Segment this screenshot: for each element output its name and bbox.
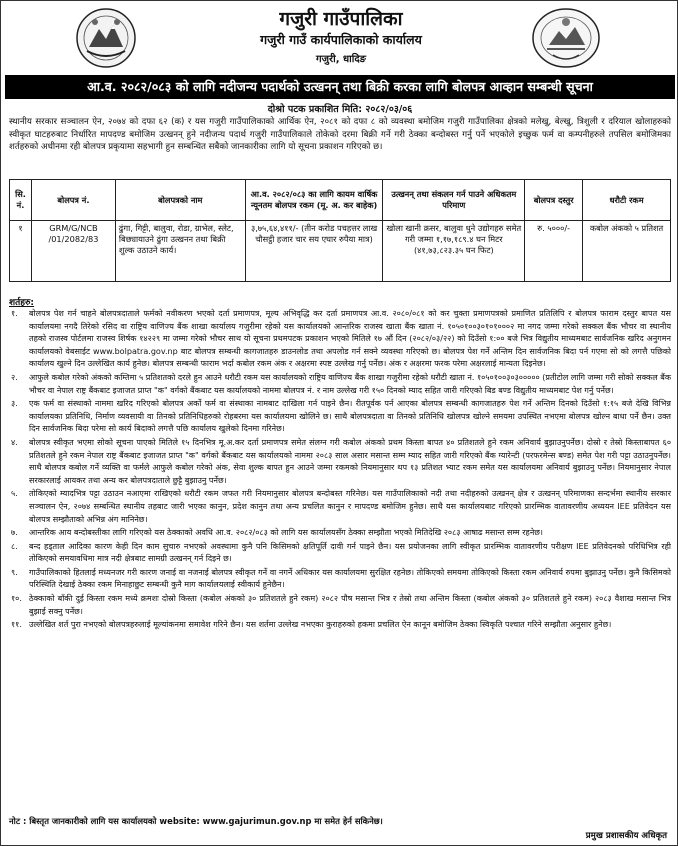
table-row [10, 221, 671, 282]
publication-date: दोश्रो पटक प्रकाशित मिति: २०८२/०३/०६ [267, 104, 413, 115]
header [1, 1, 678, 75]
table-header-row [10, 180, 671, 221]
col-header-min-amount: आ.व. २०८२/०८३ का लागि कायम वार्षिक न्यूनतम बोलपत्र रकम (मू. अ. कर बाहेक) [245, 180, 383, 221]
condition-text: गाउँपालिकाको हितलाई मध्यनजर गरी कारण जनाई वा नजनाई बोलपत्र स्वीकृत गर्ने वा नगर्ने अधिकार यस कार्यालयमा सुरक्षित रहनेछ। तोकिएको समयमा तोकिएको किस्ता रकम अनिवार्य रुपमा बुझाउनु पर्नेछ। कुनै किसिमको परिस्थिति देखाई ठेक्का रकम मिनाहाछुट सम्बन्धी कुनै माग कार्यालयलाई स्वीकार्य हुनेछैन। [29, 567, 671, 590]
col-header-max-quantity: उत्खनन् तथा संकलन गर्न पाउने अधिकतम परिमाण [383, 180, 525, 221]
notice-title-banner: आ.व. २०८२/०८३ को लागि नदीजन्य पदार्थको उत्खनन् तथा बिक्री करका लागि बोलपत्र आव्हान सम्बन्धी सूचना [5, 75, 675, 99]
conditions-title: शर्तहरु: [9, 298, 35, 308]
condition-number: ७. [11, 528, 18, 538]
condition-number: १. [11, 309, 18, 318]
condition-text: उल्लेखित शर्त पुरा नभएको बोलपत्रहरुलाई मूल्यांकनमा समावेश गरिने छैन। यस शर्तमा उल्लेख नभएका कुराहरुको हकमा प्रचलित ऐन कानून बमोजिम ठेक्का स्विकृति पश्चात गरिने सम्झौता अनुसार हुनेछ। [29, 620, 612, 630]
condition-number: ९. [11, 567, 18, 577]
condition-item [9, 398, 671, 436]
conditions-list [9, 308, 671, 633]
condition-item [9, 488, 671, 526]
signer-title: प्रमुख प्रशासकीय अधिकृत [585, 831, 667, 841]
condition-number: ५. [11, 489, 18, 499]
col-header-bid-no: बोलपत्र नं. [31, 180, 115, 221]
condition-number: ४. [11, 437, 18, 447]
condition-text: ठेक्काको बाँकी दुई किस्ता रकम मध्ये क्रमशः दोस्रो किस्ता (कबोल अंकको ३० प्रतिशतले हुने रकम) २०८२ पौष मसान्त भित्र र तेस्रो तथा अन्तिम किस्ता (कबोल अंकको ३० प्रतिशतले हुने रकम) २०८३ वैशाख मसान्त भित्र बुझाई सक्नु पर्नेछ। [29, 594, 671, 616]
condition-text: तोकिएको म्यादभित्र पट्टा उठाउन नआएमा राखिएको धरौटी रकम जफत गरी नियमानुसार बोलपत्र बन्दोबस्त गरिनेछ। यस गाउँपालिकाको नदी तथा नदीहरुको उत्खनन् क्षेत्र र उत्खनन् परिमाणका सन्दर्भमा स्थानीय सरकार सञ्चालन ऐन, २०७४ सम्बन्धित स्थानीय तहबाट जारी भएका कानुन, प्रदेश कानुन तथा अन्य प्रचलित कानुन र मापदण्ड बमोजिम हुनेछ। साथै यस कार्यालयबाट गरिएको प्रारम्भिक वातावरणीय अध्ययन IEE प्रतिवेदन यस बोलपत्र सम्झौताको अभिन्न अंग मानिनेछ। [29, 489, 671, 524]
condition-item [9, 308, 671, 371]
cell-bid-name: ढुंगा, गिट्टी, बालुवा, रोडा, ग्राभेल, स्लेट, बिछ्यायाउने ढुंगा उत्खनन तथा बिक्री शुल्क उठाउने कार्य। [115, 221, 245, 282]
condition-item [9, 593, 671, 618]
condition-number: ११. [11, 620, 22, 630]
cell-sn: १ [10, 221, 32, 282]
condition-item [9, 372, 671, 397]
org-name: गजुरी गाउँपालिका [279, 8, 403, 30]
cell-bid-no: GRM/G/NCB /01/2082/83 [31, 221, 115, 282]
col-header-deposit: धरौटी रकम [583, 180, 671, 221]
government-emblem-icon [75, 7, 137, 69]
office-address: गजुरी, धादिङ [315, 54, 367, 65]
col-header-bid-name: बोलपत्रको नाम [115, 180, 245, 221]
condition-text: आफुले कबोल गरेको अंकको कम्तिमा ५ प्रतिशतको दरले हुन आउने धरौटी रकम यस कार्यालयको राष्ट्रिय वाणिज्य बैंक शाखा गजुरीमा रहेको धरौटी खाता नं. १०५०१००३०३००००० (प्रतीटोल लागि जम्मा गरी सोको सक्कल बैंक भौचर वा नेपाल राष्ट्र बैंकबाट इजाजत प्राप्त "क" वर्गको बैंकबाट यस कार्यालयको नाममा बोलपत्र नं. र नाम उल्लेख गरी १५० दिनको म्याद सहित जारी गरिएको बिड बण्ड विद्युतीय माध्यमबाट पेश गर्नु पर्नेछ। [29, 372, 671, 395]
condition-text: बोलपत्र स्वीकृत भएमा सोको सूचना पाएको मितिले १५ दिनभित्र मू.अ.कर दर्ता प्रमाणपत्र समेत संलग्न गरी कबोल अंकको प्रथम किस्ता बापत ४० प्रतिशतले हुने रकम अनिवार्य बुझाउनुपर्नेछ। दोस्रो र तेस्रो किस्ताबापत ६० प्रतिशतले हुने रकम नेपाल राष्ट्र बैंकबाट इजाजत प्राप्त "क" वर्गको बैंकबाट यस कार्यालयको नाममा २०८३ साल असार मसान्त सम्म म्याद सहित जारी गरिएको बैंक ग्यारेन्टी (परफरमेन्स बण्ड) समेत पेश गरी पट्टा उठाउनुपर्नेछ। साथै बोलपत्र कबोल गर्ने व्यक्ति वा फर्मले आफुले कबोल गरेको अंक, सेवा शुल्क बापत हुन आउने जम्मा रकमको नियमानुसार थप १३ प्रतिशत भ्याट रकम समेत यस कार्यालयमा अनिवार्य बुझाउनु पर्नेछ। नियमानुसार नेपाल सरकारलाई आयकर तथा अन्य कर बोलपत्रदाताले छुट्टै बुझाउनु पर्नेछ। [29, 437, 671, 485]
cell-deposit: कबोल अंकको ५ प्रतिशत [583, 221, 671, 282]
condition-number: ३. [11, 399, 18, 409]
condition-text: बन्द हड्ताल आदिका कारण केही दिन काम सुचारु नभएको अवस्थामा कुनै पनि किसिमको क्षतिपूर्ति दावी गर्न पाइने छैन। यस प्रयोजनका लागि स्वीकृत प्रारम्भिक वातावरणीय परीक्षण IEE प्रतिवेदनको परिधिभित्र रही तोकिएको समयावधिमा मात्र नदी क्षेत्रबाट सामग्री उत्खनन् गर्न दिइने छ। [29, 541, 671, 564]
col-header-sn: सि. नं. [10, 180, 32, 221]
condition-number: १०. [11, 594, 22, 604]
condition-item [9, 437, 671, 487]
condition-item [9, 619, 671, 632]
condition-text: एक फर्म वा संस्थाको नाममा खरिद गरिएको बोलपत्र अर्को फर्म वा संस्थाका नामबाट दाखिला गर्न पाइने छैन। रीतपूर्वक पर्न आएका बोलपत्र सम्बन्धी कागजातहरु पेश गर्ने अन्तिम दिनको दिउँसो १:१५ बजे देखि विभिन्न कार्यालयका प्रतिनिधि, निर्माण व्यवसायी वा तिनको प्रतिनिधिहरुको रोहबरमा यस कार्यालयमा खोलिने छ। साथै बोलपत्रदाता वा तिनको प्रतिनिधि खोलपत्र खोल्ने समयमा उपस्थित नभएमा बोलपत्र खोल्न बाधा पर्ने छैन। उक्त दिन सार्वजनिक बिदा परेमा सो कार्य बिदाको लगत्तै पछि कार्यालय खुलेको दिनमा गरिनेछ। [29, 399, 671, 434]
municipality-logo-icon [531, 7, 601, 69]
condition-item [9, 527, 671, 540]
col-header-fee: बोलपत्र दस्तुर [525, 180, 583, 221]
condition-item [9, 541, 671, 566]
cell-min-amount: ३,७५,६४,४११/- (तीन करोड पचहत्तर लाख चौसट्ठी हजार चार सय एघार रुपैया मात्र) [245, 221, 383, 282]
condition-item [9, 567, 671, 592]
condition-text: बोलपत्र पेश गर्न चाहने बोलपत्रदाताले फर्मको नवीकरण भएको दर्ता प्रमाणपत्र, मूल्य अभिवृद्धि कर दर्ता प्रमाणपत्र आ.व. २०८०/०८१ को कर चुक्ता प्रमाणपत्रको प्रमाणित प्रतिलिपि र बोलपत्र फाराम दस्तुर बापत यस कार्यालयमा नगदै तिरेको रसिद वा राष्ट्रिय वाणिज्य बैंक शाखा कार्यालय गजुरीमा रहेको यस कार्यालयको आन्तरिक राजस्व खाता बैंक खाता नं. १०५०१००३०१०१०००२ मा नगद जम्मा गरेको सक्कल बैंक भौचर वा स्थानीय तहको राजस्व पोर्टलमा राजस्व शिर्षक १४२२९ मा जम्मा गरेको भौचर साथ यो सूचना प्रथमपटक प्रकाशन भएको मितिले १७ औं दिन (२०८२/०३/२२) को दिउँसो १:०० बजे भित्र विद्युतीय माध्यमबाट सार्वजनिक खरिद अनुगमन कार्यालयको वेबसाईट www.bolpatra.gov.np बाट बोलपत्र सम्बन्धी कागजातहरु डाउनलोड तथा अपलोड गर्न सक्ने व्यवस्था गरिएको छ। बोलपत्र पेश गर्ने अन्तिम दिन सार्वजनिक बिदा पर्न गएमा सो को लगत्तै पछिको कार्यालय खुल्ने दिन उल्लेखित कार्य हुनेछ। बोलपत्र सम्बन्धी फाराम भर्दा कबोल रकम अंक र अक्षरमा स्पष्ट उल्लेख गर्नु पर्नेछ। अंक र अक्षरमा फरक परेमा अक्षरलाई मान्यता दिइनेछ। [29, 309, 671, 369]
intro-paragraph: स्थानीय सरकार सञ्चालन ऐन, २०७४ को दफा ६२ (क) र यस गजुरी गाउँपालिकाको आर्थिक ऐन, २०८१ को दफा ८ को व्यवस्था बमोजिम गजुरी गाउँपालिका क्षेत्रको मलेखु, बेल्खु, त्रिशुली र दरियाल खोलाहरुको स्वीकृत घाटहरुबाट निर्धारित मापदण्ड बमोजिम उत्खनन् हुने नदीजन्य पदार्थ गजुरी गाउँपालिकाले तोकेको दरमा बिक्री गर्ने गरी ठेक्का बन्दोबस्त गर्नु पर्ने भएकोले इच्छुक फर्म वा कम्पनीहरुले तपसिल बमोजिमका शर्तहरुको अधीनमा रही बोलपत्र प्रकृयामा सहभागी हुन सम्बन्धित सबैको जानकारीका लागि यो सूचना प्रकाशन गरिएको छ। [9, 117, 671, 152]
tender-table [9, 179, 671, 282]
condition-number: ८. [11, 541, 18, 551]
website-note: नोट : बिस्तृत जानकारीको लागि यस कार्यालयको website: www.gajurimun.gov.np मा समेत हेर्न सकिनेछ। [9, 816, 383, 826]
condition-number: २. [11, 372, 18, 382]
cell-max-quantity: खोला खानी क्रसर, बालुवा धुने उद्योगहरु समेत गरी जम्मा १,१७,१८९.४ घन मिटर (४१,७३,८२३.३५ घन फिट) [383, 221, 525, 282]
office-name: गजुरी गाउँ कार्यपालिकाको कार्यालय [260, 32, 422, 47]
cell-fee: रु. ५०००/- [525, 221, 583, 282]
condition-text: आन्तरिक आय बन्दोबस्तीका लागि गरिएको यस ठेक्काको अवधि आ.व. २०८२/०८३ को लागि यस कार्यालयसँग ठेक्का सम्झौता भएको मितिदेखि २०८३ आषाढ मसान्त सम्म रहनेछ। [29, 528, 543, 538]
